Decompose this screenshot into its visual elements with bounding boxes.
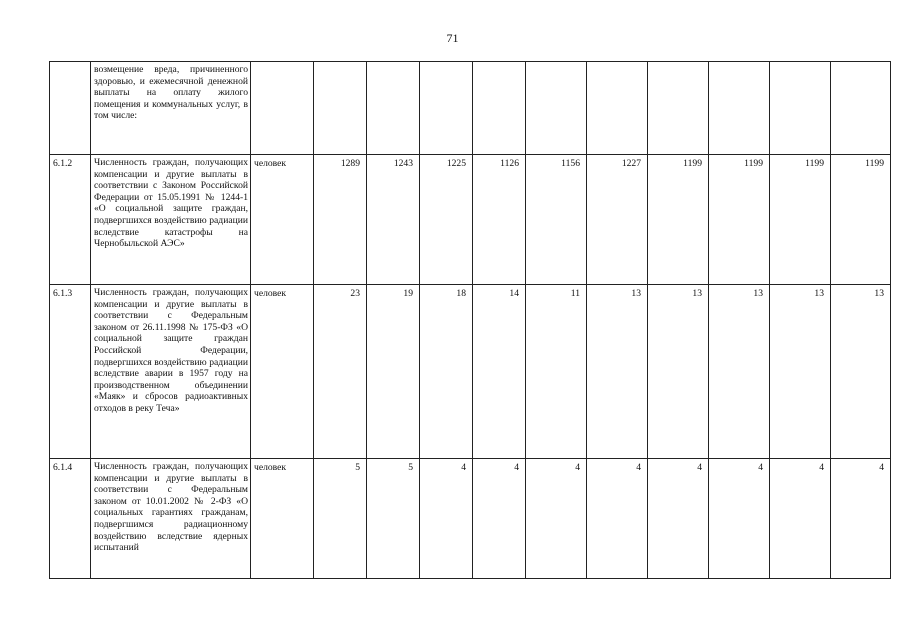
table-row <box>50 459 891 579</box>
value-cell: 4 <box>770 459 831 579</box>
value-cell <box>831 62 891 155</box>
row-unit: человек <box>251 155 314 285</box>
row-description: Численность граждан, получающих компенсации и другие выплаты в соответствии с Законом Российской Федерации от 15.05.1991 № 1244-1 «О социальной защите граждан, подвергшихся воздействию радиации вследствие катастрофы на Чернобыльской АЭС» <box>91 155 251 285</box>
value-cell: 1156 <box>526 155 587 285</box>
value-cell: 11 <box>526 285 587 459</box>
value-cell: 13 <box>831 285 891 459</box>
value-cell: 13 <box>770 285 831 459</box>
value-cell: 1199 <box>831 155 891 285</box>
value-cell: 4 <box>587 459 648 579</box>
indicator-table <box>49 61 891 579</box>
page-number: 71 <box>446 31 459 45</box>
value-cell <box>420 62 473 155</box>
value-cell <box>770 62 831 155</box>
value-cell: 13 <box>587 285 648 459</box>
row-description: Численность граждан, получающих компенсации и другие выплаты в соответствии с Федеральным законом от 10.01.2002 № 2-ФЗ «О социальных гарантиях гражданам, подвергшимся радиационному воздействию вследствие ядерных испытаний <box>91 459 251 579</box>
value-cell: 4 <box>526 459 587 579</box>
value-cell <box>648 62 709 155</box>
value-cell: 5 <box>367 459 420 579</box>
row-unit: человек <box>251 459 314 579</box>
row-number: 6.1.4 <box>50 459 91 579</box>
value-cell: 4 <box>709 459 770 579</box>
value-cell: 1225 <box>420 155 473 285</box>
table-row <box>50 285 891 459</box>
value-cell: 1227 <box>587 155 648 285</box>
value-cell: 23 <box>314 285 367 459</box>
value-cell <box>587 62 648 155</box>
row-description: Численность граждан, получающих компенсации и другие выплаты в соответствии с Федеральным законом от 26.11.1998 № 175-ФЗ «О социальной защите граждан Российской Федерации, подвергшихся воздействию радиации вследствие аварии в 1957 году на производственном объединении «Маяк» и сбросов радиоактивных отходов в реку Теча» <box>91 285 251 459</box>
value-cell: 13 <box>709 285 770 459</box>
value-cell: 13 <box>648 285 709 459</box>
row-unit <box>251 62 314 155</box>
value-cell: 4 <box>473 459 526 579</box>
value-cell: 1126 <box>473 155 526 285</box>
value-cell: 1199 <box>770 155 831 285</box>
row-description: возмещение вреда, причиненного здоровью, и ежемесячной денежной выплаты на оплату жилого помещения и коммунальных услуг, в том числе: <box>91 62 251 155</box>
value-cell: 4 <box>831 459 891 579</box>
value-cell: 19 <box>367 285 420 459</box>
table-row <box>50 155 891 285</box>
value-cell <box>709 62 770 155</box>
value-cell <box>526 62 587 155</box>
value-cell: 4 <box>648 459 709 579</box>
row-number: 6.1.3 <box>50 285 91 459</box>
row-number: 6.1.2 <box>50 155 91 285</box>
row-number <box>50 62 91 155</box>
row-unit: человек <box>251 285 314 459</box>
value-cell <box>314 62 367 155</box>
value-cell <box>367 62 420 155</box>
value-cell: 18 <box>420 285 473 459</box>
value-cell: 5 <box>314 459 367 579</box>
table-row <box>50 62 891 155</box>
value-cell: 1289 <box>314 155 367 285</box>
value-cell: 4 <box>420 459 473 579</box>
value-cell: 14 <box>473 285 526 459</box>
value-cell: 1243 <box>367 155 420 285</box>
value-cell: 1199 <box>648 155 709 285</box>
value-cell <box>473 62 526 155</box>
value-cell: 1199 <box>709 155 770 285</box>
